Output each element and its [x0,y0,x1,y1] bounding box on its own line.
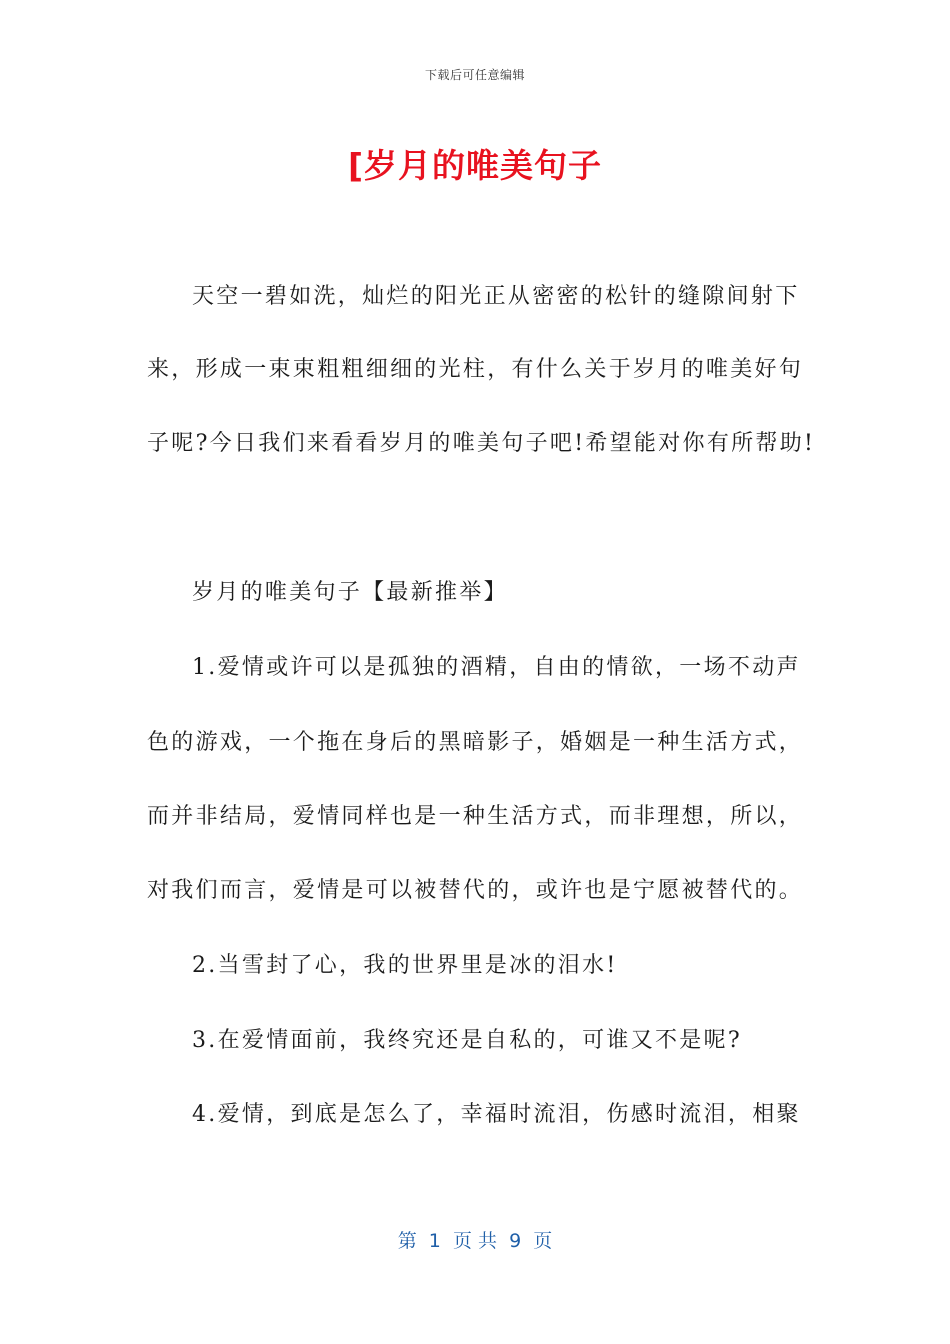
document-title: [岁月的唯美句子 [347,146,603,185]
paragraph-line: 1.爱情或许可以是孤独的酒精，自由的情欲，一场不动声 [192,655,801,680]
paragraph-line: 2.当雪封了心，我的世界里是冰的泪水! [192,953,618,978]
paragraph-line: 色的游戏，一个拖在身后的黑暗影子，婚姻是一种生活方式， [147,730,804,755]
paragraph-line: 而并非结局，爱情同样也是一种生活方式，而非理想，所以， [147,804,804,829]
header-note: 下载后可任意编辑 [424,68,525,82]
paragraph-line: 来，形成一束束粗粗细细的光柱，有什么关于岁月的唯美好句 [147,357,804,382]
page-number: 第 1 页 共 9 页 [397,1230,553,1252]
section-heading: 岁月的唯美句子【最新推举】 [192,580,508,605]
paragraph-line: 3.在爱情面前，我终究还是自私的，可谁又不是呢? [192,1028,742,1053]
paragraph-line: 子呢?今日我们来看看岁月的唯美句子吧!希望能对你有所帮助! [147,431,816,456]
paragraph-line: 4.爱情，到底是怎么了，幸福时流泪，伤感时流泪，相聚 [192,1102,801,1127]
paragraph-line: 对我们而言，爱情是可以被替代的，或许也是宁愿被替代的。 [147,878,804,903]
paragraph-line: 天空一碧如洗，灿烂的阳光正从密密的松针的缝隙间射下 [192,284,800,309]
